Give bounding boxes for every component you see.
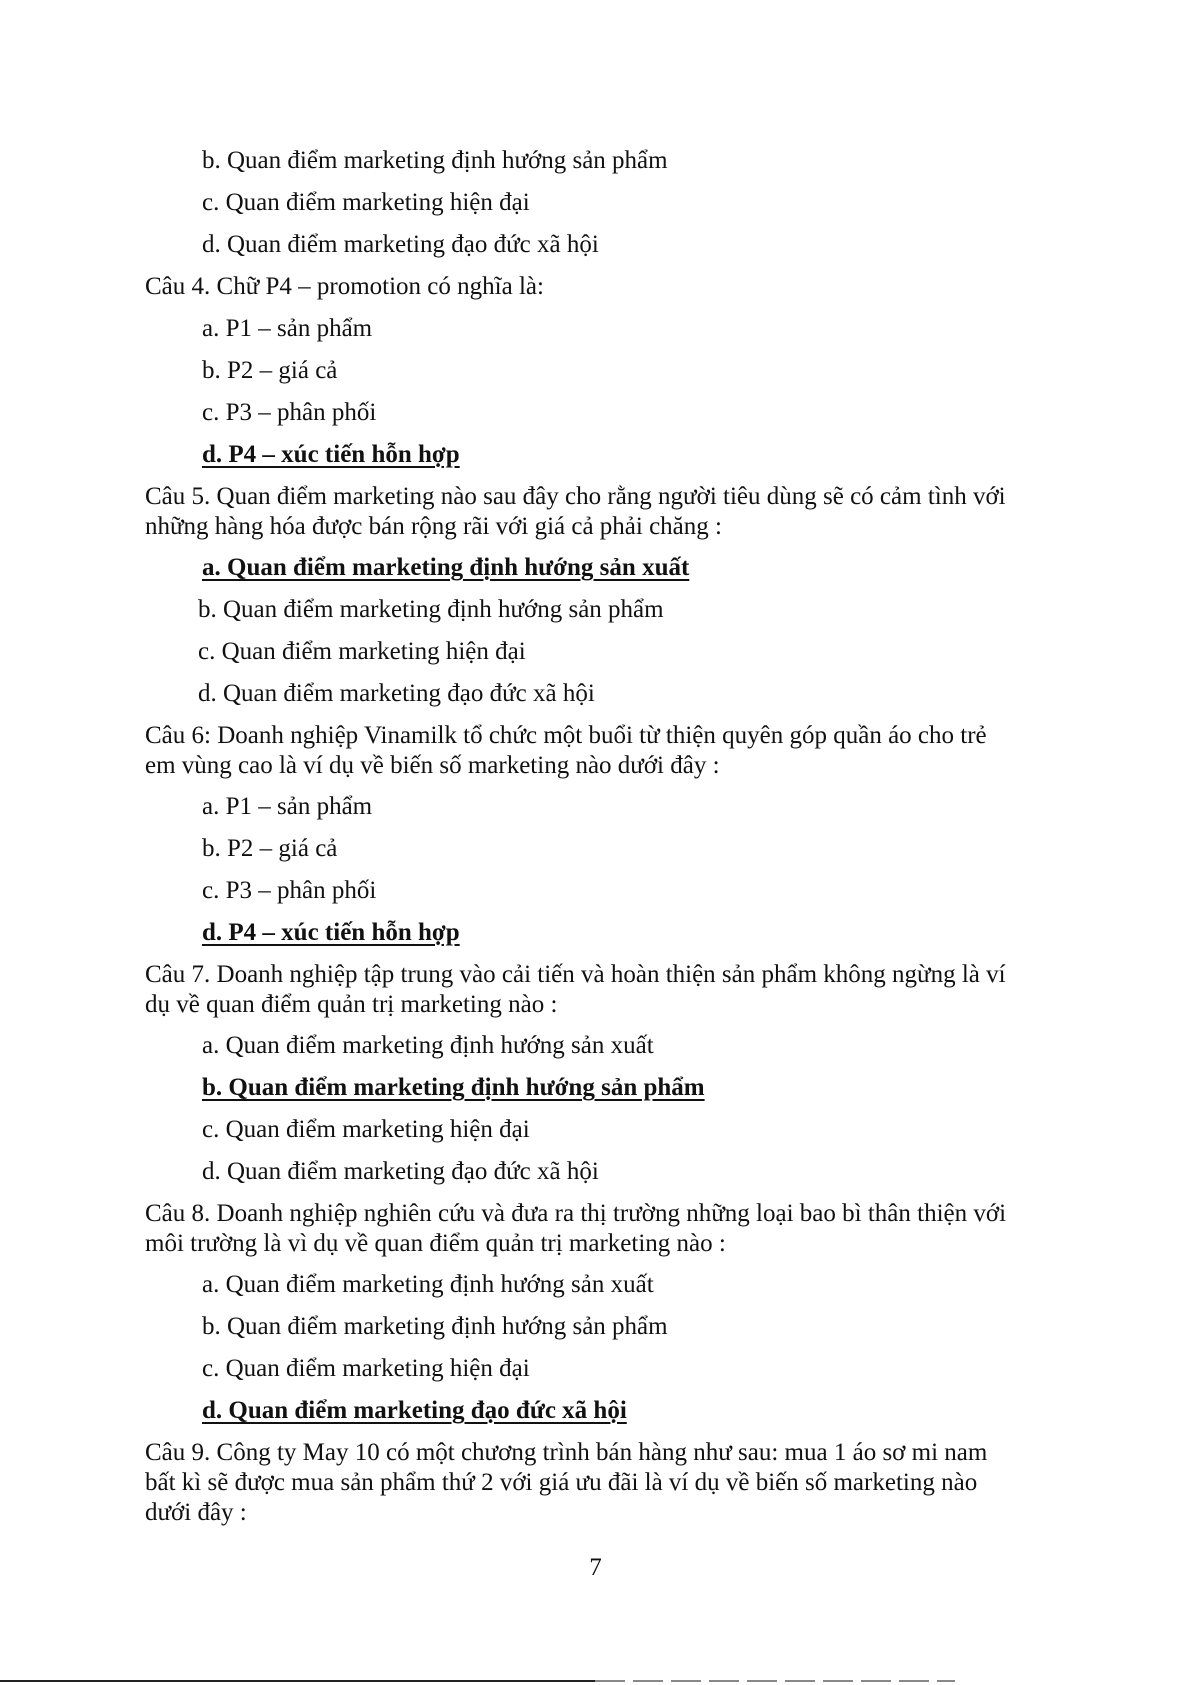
answer-option: c. Quan điểm marketing hiện đại — [202, 1355, 530, 1382]
answer-option: b. P2 – giá cả — [202, 835, 338, 862]
answer-option: d. Quan điểm marketing đạo đức xã hội — [202, 1158, 599, 1185]
answer-option: a. P1 – sản phẩm — [202, 793, 373, 820]
answer-option: a. Quan điểm marketing định hướng sản xuất — [202, 1271, 654, 1298]
correct-answer: d. Quan điểm marketing đạo đức xã hội — [202, 1397, 627, 1424]
question-text: Câu 4. Chữ P4 – promotion có nghĩa là: — [145, 273, 544, 300]
question-text: bất kì sẽ được mua sản phẩm thứ 2 với giá ưu đãi là ví dụ về biến số marketing nào — [145, 1469, 978, 1496]
page-bottom-rule — [0, 1680, 595, 1682]
question-text: Câu 7. Doanh nghiệp tập trung vào cải tiến và hoàn thiện sản phẩm không ngừng là ví — [145, 961, 1006, 988]
question-text: Câu 8. Doanh nghiệp nghiên cứu và đưa ra thị trường những loại bao bì thân thiện với — [145, 1200, 1007, 1227]
answer-option: c. P3 – phân phối — [202, 877, 377, 904]
answer-option: b. Quan điểm marketing định hướng sản phẩm — [202, 1313, 668, 1340]
answer-option: c. Quan điểm marketing hiện đại — [202, 1116, 530, 1143]
answer-option: d. Quan điểm marketing đạo đức xã hội — [198, 680, 595, 707]
question-text: Câu 6: Doanh nghiệp Vinamilk tổ chức một buổi từ thiện quyên góp quần áo cho trẻ — [145, 722, 987, 749]
answer-option: c. Quan điểm marketing hiện đại — [202, 189, 530, 216]
correct-answer: a. Quan điểm marketing định hướng sản xuất — [202, 554, 690, 581]
page-bottom-rule-faint — [595, 1680, 955, 1682]
question-text: những hàng hóa được bán rộng rãi với giá cả phải chăng : — [145, 513, 722, 540]
question-text: dưới đây : — [145, 1499, 247, 1526]
question-text: Câu 9. Công ty May 10 có một chương trình bán hàng như sau: mua 1 áo sơ mi nam — [145, 1439, 988, 1466]
correct-answer: b. Quan điểm marketing định hướng sản phẩm — [202, 1074, 705, 1101]
correct-answer: d. P4 – xúc tiến hỗn hợp — [202, 919, 460, 946]
page-number: 7 — [589, 1554, 602, 1581]
question-text: em vùng cao là ví dụ về biến số marketing nào dưới đây : — [145, 752, 720, 779]
answer-option: a. P1 – sản phẩm — [202, 315, 373, 342]
answer-option: a. Quan điểm marketing định hướng sản xuất — [202, 1032, 654, 1059]
answer-option: b. Quan điểm marketing định hướng sản phẩm — [198, 596, 664, 623]
answer-option: b. P2 – giá cả — [202, 357, 338, 384]
answer-option: d. Quan điểm marketing đạo đức xã hội — [202, 231, 599, 258]
answer-option: c. P3 – phân phối — [202, 399, 377, 426]
answer-option: b. Quan điểm marketing định hướng sản phẩm — [202, 147, 668, 174]
question-text: dụ về quan điểm quản trị marketing nào : — [145, 991, 558, 1018]
question-text: môi trường là vì dụ về quan điểm quản trị marketing nào : — [145, 1230, 726, 1257]
correct-answer: d. P4 – xúc tiến hỗn hợp — [202, 441, 460, 468]
question-text: Câu 5. Quan điểm marketing nào sau đây cho rằng người tiêu dùng sẽ có cảm tình với — [145, 483, 1006, 510]
answer-option: c. Quan điểm marketing hiện đại — [198, 638, 526, 665]
